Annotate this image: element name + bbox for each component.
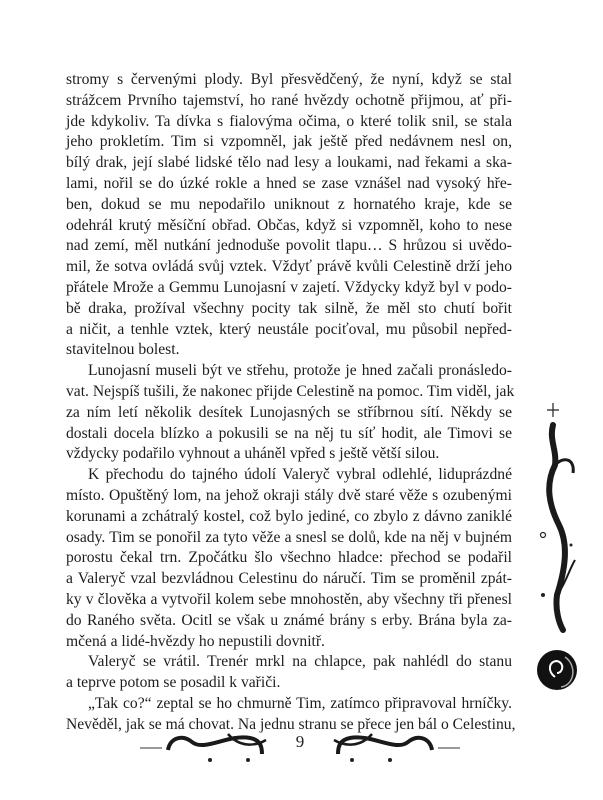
text-line: do Raného světa. Ocitl se však u známé brány s erby. Brána byla za- (66, 611, 512, 629)
text-line: strážcem Prvního tajemství, ho rané hvězdy ochotně přijmou, ať při- (66, 91, 512, 109)
paragraph (66, 361, 515, 465)
text-line: přátele Mrože a Gemmu Lunojasní v zajetí. Vždycky když byl v podo- (66, 278, 512, 296)
text-line: jde kdykoliv. Ta dívka s fialovýma očima, o které tolik snil, se stala (66, 112, 512, 130)
text-line: mil, že sotva ovládá svůj vztek. Vždyť právě kvůli Celestině drží jeho (66, 258, 512, 276)
text-line: lami, nořil se do úzké rokle a hned se zase vznášel nad vysoký hře- (66, 174, 512, 192)
text-line: bě draka, prožíval všechny pocity tak silně, že měl sto chutí bořit (66, 299, 512, 317)
text-line: bílý drak, její slabé lidské tělo nad lesy a loukami, nad řekami a ska- (66, 154, 512, 172)
text-line: K přechodu do tajného údolí Valeryč vybral odlehlé, liduprázdné (88, 466, 512, 484)
text-line: a teprve potom se posadil k vařiči. (66, 674, 281, 692)
text-line: korunami a zchátralý kostel, což bylo jediné, co zbylo z dávno zaniklé (66, 507, 512, 525)
text-line: Valeryč se vrátil. Trenér mrkl na chlapce, pak nahlédl do stanu (88, 653, 512, 671)
paragraph (66, 70, 512, 361)
text-line: Nevěděl, jak se má chovat. Na jednu stranu se přece jen bál o Celestinu, (66, 715, 516, 733)
moon-flourish-ornament-icon (535, 395, 595, 715)
text-line: porostu čekal trn. Zpočátku šlo všechno hladce: přechod se podařil (66, 549, 512, 567)
text-line: ky v člověka a vytvořil kolem sebe mnohostěn, aby všechny tři přenesl (66, 590, 512, 608)
paragraph (66, 652, 512, 694)
page-footer (100, 720, 500, 770)
text-line: stavitelnou bolest. (66, 341, 180, 359)
text-line: vat. Nejspíš tušili, že nakonec přijde Celestině na pomoc. Tim viděl, jak (66, 382, 515, 400)
text-line: mčená a lidé-hvězdy ho nepustili dovnitř. (66, 632, 325, 650)
text-line: za ním letí několik desítek Lunojasných se stříbrnou sítí. Někdy se (66, 403, 512, 421)
text-line: ben, dokud se mu nepodařilo uniknout z hornatého kraje, kde se (66, 195, 512, 213)
page-body (66, 70, 516, 736)
text-line: osady. Tim se ponořil za tyto věže a snesl se dolů, kde na něj v bujném (66, 528, 512, 546)
text-line: „Tak co?“ zeptal se ho chmurně Tim, zatímco připravoval hrníčky. (88, 694, 512, 712)
text-line: stromy s červenými plody. Byl přesvědčený, že nyní, když se stal (66, 71, 512, 88)
page-number: 9 (295, 732, 305, 751)
text-line: místo. Opuštěný lom, na jehož okraji stály dvě staré věže s ozubenými (66, 486, 512, 504)
text-line: a Valeryč vzal bezvládnou Celestinu do náručí. Tim se proměnil zpát- (66, 570, 512, 588)
text-line: jeho prokletím. Tim si vzpomněl, jak ještě před nedávnem nesl on, (66, 133, 512, 151)
text-line: a ničit, a tenhle vztek, který neustále pociťoval, mu působil nepřed- (66, 320, 512, 338)
text-line: vždycky podařilo vyhnout a uháněl vpřed s ještě větší silou. (66, 445, 440, 463)
text-line: odehrál krutý měsíční obřad. Občas, když si vzpomněl, koho to nese (66, 216, 512, 234)
text-line: Lunojasní museli být ve střehu, protože je hned začali pronásledo- (88, 362, 512, 380)
paragraph (66, 465, 512, 652)
text-line: dostali docela blízko a pokusili se na něj tu síť hodit, ale Timovi se (66, 424, 512, 442)
text-line: nad zemí, měl nutkání jednoduše povolit tlapu… S hrůzou si uvědo- (66, 237, 512, 255)
